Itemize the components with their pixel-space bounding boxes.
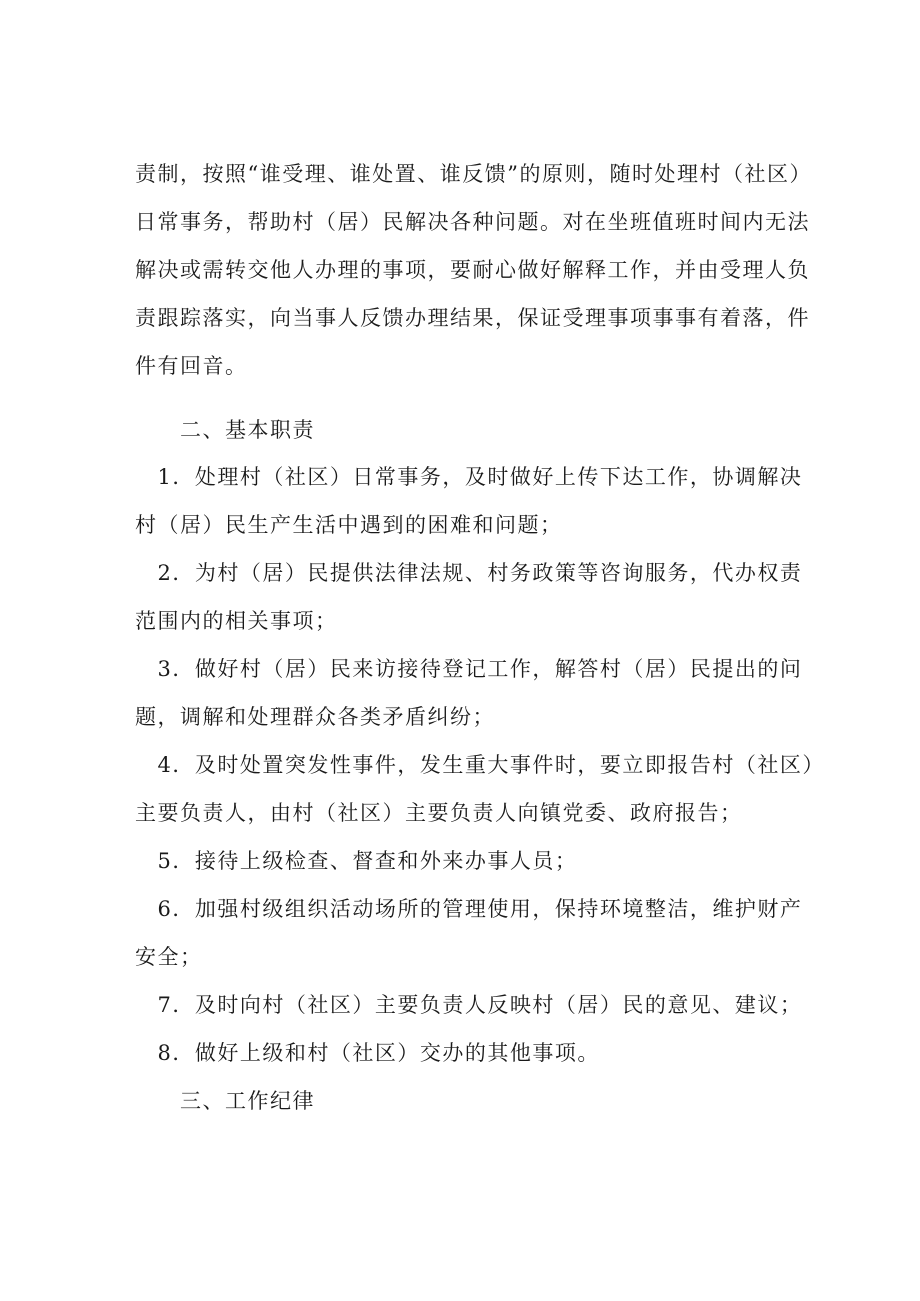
intro-line: 日常事务，帮助村（居）民解决各种问题。对在坐班值班时间内无法 <box>135 210 810 234</box>
duty-line: 5．接待上级检查、督查和外来办事人员； <box>135 849 578 873</box>
duty-item-4 <box>135 741 825 837</box>
duty-line: 7．及时向村（社区）主要负责人反映村（居）民的意见、建议； <box>135 993 803 1017</box>
duty-item-5 <box>135 837 795 885</box>
duty-line: 6．加强村级组织活动场所的管理使用，保持环境整洁，维护财产 <box>135 897 803 921</box>
intro-line: 件有回音。 <box>135 354 248 378</box>
duty-line: 1．处理村（社区）日常事务，及时做好上传下达工作，协调解决 <box>135 465 803 489</box>
duty-item-2 <box>135 549 803 645</box>
section-heading-discipline: 三、工作纪律 <box>180 1089 315 1113</box>
duty-item-7 <box>135 981 803 1029</box>
intro-paragraph <box>135 150 812 390</box>
duty-item-1 <box>135 453 803 549</box>
duty-line: 范围内的相关事项； <box>135 609 338 633</box>
intro-line: 责制，按照“谁受理、谁处置、谁反馈”的原则，随时处理村（社区） <box>135 162 812 186</box>
duty-line: 题，调解和处理群众各类矛盾纠纷； <box>135 705 495 729</box>
section-heading-duties: 二、基本职责 <box>180 418 315 442</box>
duty-line: 2．为村（居）民提供法律法规、村务政策等咨询服务，代办权责 <box>135 561 803 585</box>
duty-line: 8．做好上级和村（社区）交办的其他事项。 <box>135 1041 600 1065</box>
duty-line: 主要负责人，由村（社区）主要负责人向镇党委、政府报告； <box>135 801 743 825</box>
intro-line: 解决或需转交他人办理的事项，要耐心做好解释工作，并由受理人负 <box>135 258 810 282</box>
duty-line: 4．及时处置突发性事件，发生重大事件时，要立即报告村（社区） <box>135 753 825 777</box>
duty-line: 村（居）民生产生活中遇到的困难和问题； <box>135 513 563 537</box>
duty-item-6 <box>135 885 803 981</box>
duty-line: 3．做好村（居）民来访接待登记工作，解答村（居）民提出的问 <box>135 657 803 681</box>
intro-line: 责跟踪落实，向当事人反馈办理结果，保证受理事项事事有着落，件 <box>135 306 810 330</box>
duty-item-3 <box>135 645 803 741</box>
duty-line: 安全； <box>135 945 203 969</box>
duty-item-8 <box>135 1029 795 1077</box>
